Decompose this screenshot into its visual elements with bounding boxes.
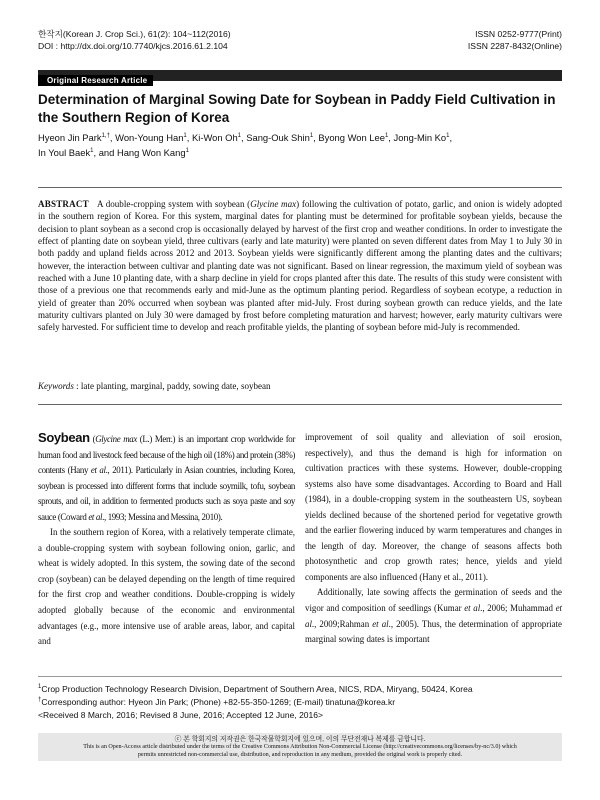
footnote-divider [38,676,562,677]
keywords: Keywords : late planting, marginal, paddy, sowing date, soybean [38,381,271,391]
issn-online: ISSN 2287-8432(Online) [467,41,562,51]
keywords-label: Keywords [38,381,74,391]
body-column-right [305,430,562,648]
author: Byong Won Lee$^1$ [318,132,389,143]
issn-block [468,28,562,52]
corresponding-author-note: †Corresponding author: Hyeon Jin Park; (Phone) +82-55-350-1269; (E-mail) tinatuna@korea.kr [38,697,396,707]
body-paragraph: improvement of soil quality and alleviation of soil erosion, respectively), and thus the demand is high for information on cultivation practices with these systems. However, double-cropping systems also have some disadvantages. According to Board and Hall (1984), in a double-cropping system in the southeastern US, soybean yields declined because of the shortened period for vegetative growth and the earlier flowering induced by warm temperatures and changes in the length of day. Moreover, the change of seasons affects both photosynthetic and crop growth rates; hence, yields and yield components are also influenced (Hany et al., 2011). [305,432,562,582]
footnotes [38,683,562,722]
received-dates: <Received 8 March, 2016; Revised 8 June, 2016; Accepted 12 June, 2016> [38,710,323,720]
body-paragraph: Additionally, late sowing affects the germination of seeds and the vigor and composition of seedlings (Kumar et al., 2006; Muhammad et al., 2009;Rahman et al., 2005). Thus, the determination of appropriate marginal sowing dates is important [305,587,563,645]
section-lead-word: Soybean [38,430,90,445]
journal-citation: 한작지(Korean J. Crop Sci.), 61(2): 104~112(2016) [38,29,231,39]
abstract-top-divider [38,187,562,188]
abstract-bottom-divider [38,404,562,405]
abstract-label: ABSTRACT [38,199,89,209]
author: Ki-Won Oh$^1$ [191,132,242,143]
body-paragraph: Soybean (Glycine max (L.) Merr.) is an important crop worldwide for human food and livestock feed because of the high oil (18%) and protein (38%) contents (Hany et al., 2011). Particularly in Asian countries, including Korea, soybean is processed into different forms that include soymilk, tofu, soybean sprouts, and oil, in addition to fermented products such as soya paste and soy sauce (Coward et al., 1993; Messina and Messina, 2010). [38,430,295,522]
author: Hang Won Kang$^1$ [116,146,189,158]
license-text-line: permits unrestricted non-commercial use, distribution, and reproduction in any medium, provided the original work is properly cited. [137,751,463,758]
author: Sang-Ouk Shin$^1$ [246,132,314,143]
author: Hyeon Jin Park$^{1,\dagger}$ [38,132,110,143]
paper-title: Determination of Marginal Sowing Date for Soybean in Paddy Field Cultivation in the Southern Region of Korea [38,92,556,125]
abstract: ABSTRACT A double-cropping system with soybean (Glycine max) following the cultivation of potato, garlic, and onion is widely adopted in the southern region of Korea. For this system, marginal dates for planting must be determined for profitable soybean yields, because the decision to plant soybean as a second crop is occasionally delayed by harvest of the first crop and weather conditions. In order to investigate the effect of planting date on soybean yield, three cultivars (early and late maturity) were planted on seven different dates from May 1 to July 30 in both paddy and upland fields across 2012 and 2013. Soybean yields were significantly different among the planting dates and the cultivars; however, the interaction between cultivar and planting date was not significant. Based on linear regression, the maximum yield of soybean was reached with a June 10 planting date, with a sharp decline in yield for crops planted after this date. The results of this study were consistent with those of a previous one that recommends early and mid-June as the optimum planting period. Regardless of soybean ecotype, a reduction in yield of greater than 20% occurred when soybean was planted after mid-July. Frost during soybean growth can reduce yields, and the late maturity cultivars planted on July 30 were damaged by frost before completing maturation and harvest; however, early maturity cultivars were safely harvested. For sufficient time to develop and reach profitable yields, the planting of soybean before mid-July is recommended. [38,199,562,333]
author: Won-Young Han$^1$ [115,132,187,143]
copyright-notice: ⓒ 본 학회지의 저작권은 한국작물학회지에 있으며, 이의 무단전재나 복제를 금합니다. [174,736,426,743]
author: Jong-Min Ko$^1$ [393,132,450,143]
author: In Youl Baek$^1$ [38,146,94,158]
issn-print: ISSN 0252-9777(Print) [475,29,562,39]
affiliation-note: $^1$Crop Production Technology Research Division, Department of Southern Area, NICS, RDA, Miryang, 50424, Korea [38,684,473,694]
body-paragraph: In the southern region of Korea, with a relatively temperate climate, a double-cropping system with soybean following onion, garlic, and wheat is widely adopted. In this system, the sowing date of the second crop (soybean) can be delayed depending on the length of time required for the first crop and weather conditions. Double-cropping is widely adopted globally because of the economic and environmental advantages (e.g., more intensive use of arable areas, labor, and capital and [38,527,295,647]
doi-link[interactable]: DOI : http://dx.doi.org/10.7740/kjcs.2016.61.2.104 [38,41,228,51]
author-list: Hyeon Jin Park$^{1,\dagger}$, Won-Young Han$^1$, Ki-Won Oh$^1$, Sang-Ouk Shin$^1$, Byong Won Lee$^1$, Jong-Min Ko$^1$, In Youl Baek$^1$, and Hang Won Kang$^1$ [38,132,453,158]
body-column-left [38,430,295,650]
article-type-banner [38,70,562,85]
license-box [38,733,562,761]
article-type-label: Original Research Article [38,75,153,86]
license-text-line: This is an Open-Access article distributed under the terms of the Creative Commons Attribution Non-Commercial License (http://creativecommons.org/licenses/by-nc/3.0) which [83,744,517,750]
